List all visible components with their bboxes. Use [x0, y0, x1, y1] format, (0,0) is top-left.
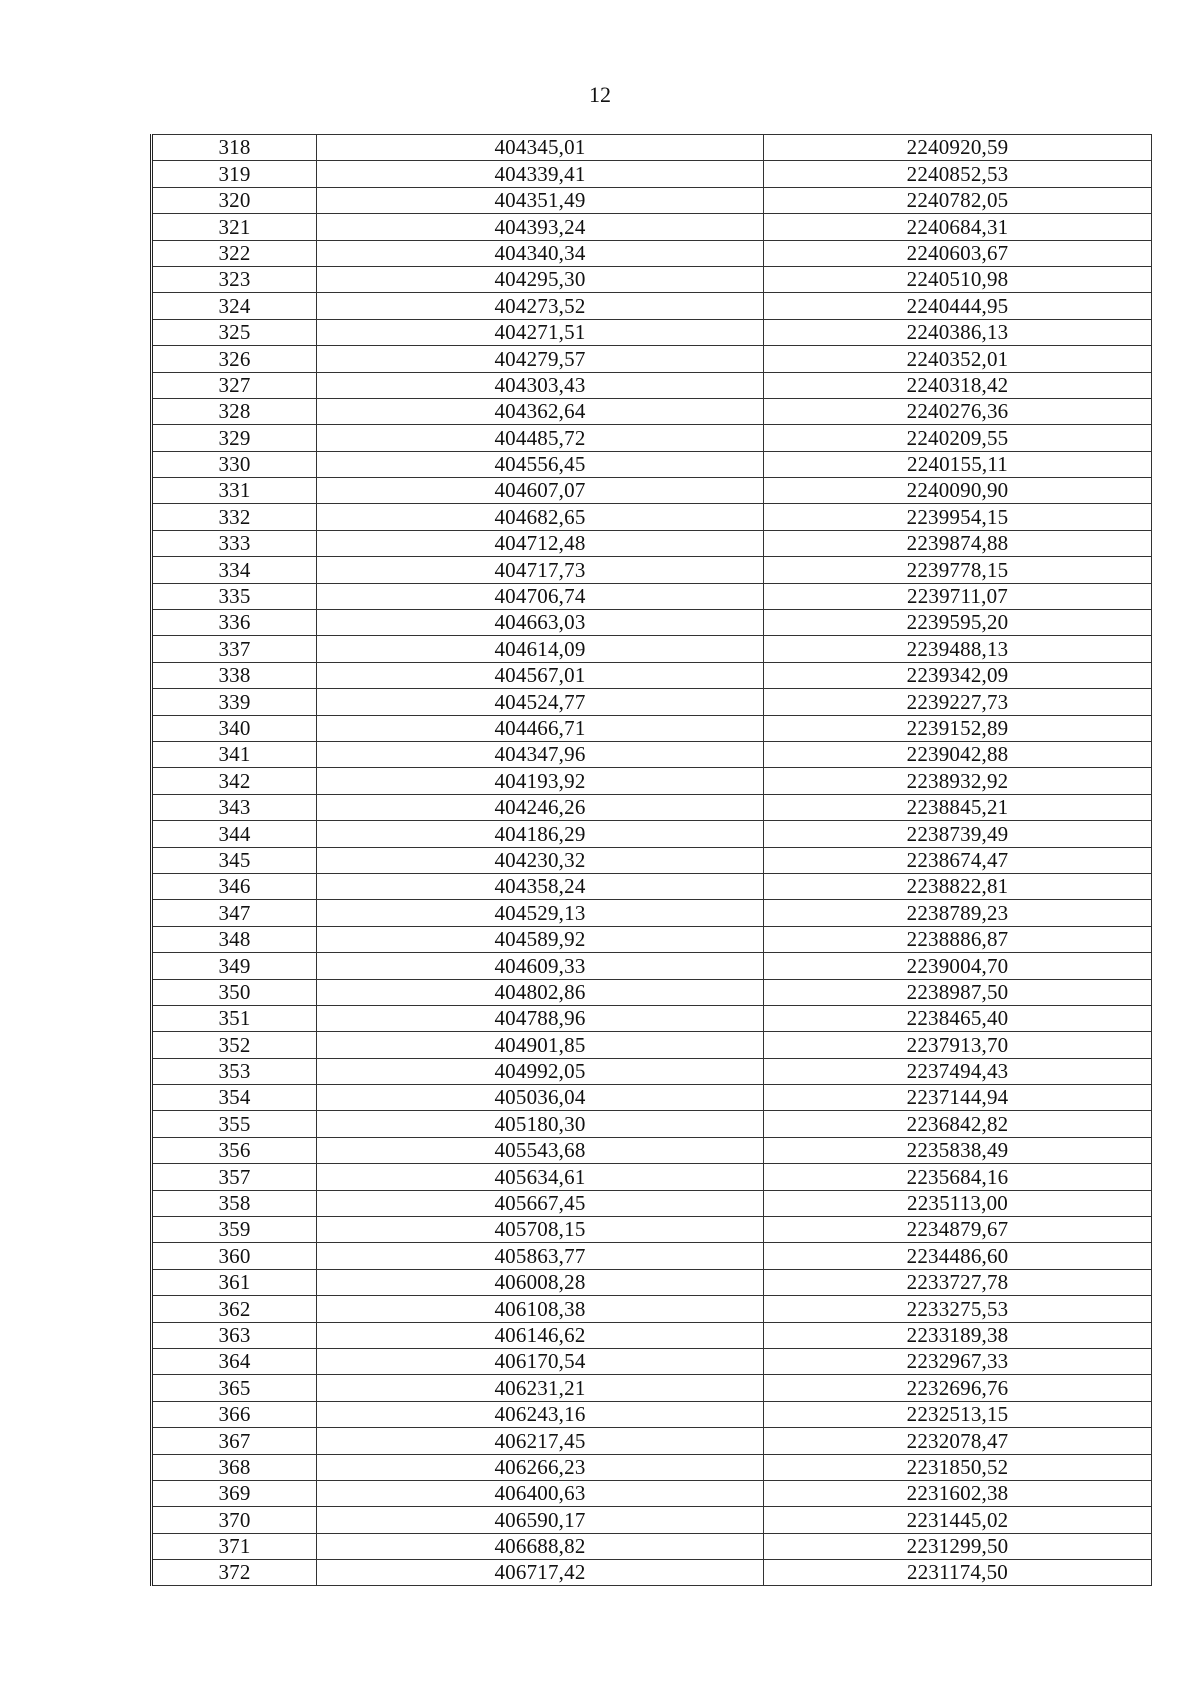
y-coordinate-cell: 2238822,81 — [764, 873, 1152, 899]
table-row — [152, 1401, 1152, 1427]
y-coordinate-cell: 2239227,73 — [764, 689, 1152, 715]
x-coordinate-cell: 404303,43 — [317, 372, 764, 398]
x-coordinate-cell: 404706,74 — [317, 583, 764, 609]
point-number-cell: 355 — [152, 1111, 317, 1137]
x-coordinate-cell: 404186,29 — [317, 821, 764, 847]
y-coordinate-cell: 2239042,88 — [764, 741, 1152, 767]
table-row — [152, 1322, 1152, 1348]
table-row — [152, 135, 1152, 161]
point-number-cell: 336 — [152, 610, 317, 636]
x-coordinate-cell: 404717,73 — [317, 557, 764, 583]
point-number-cell: 351 — [152, 1005, 317, 1031]
point-number-cell: 339 — [152, 689, 317, 715]
table-row — [152, 768, 1152, 794]
x-coordinate-cell: 404556,45 — [317, 451, 764, 477]
point-number-cell: 328 — [152, 398, 317, 424]
x-coordinate-cell: 406266,23 — [317, 1454, 764, 1480]
table-row — [152, 240, 1152, 266]
point-number-cell: 356 — [152, 1137, 317, 1163]
table-row — [152, 1190, 1152, 1216]
x-coordinate-cell: 406590,17 — [317, 1507, 764, 1533]
x-coordinate-cell: 404279,57 — [317, 346, 764, 372]
y-coordinate-cell: 2231299,50 — [764, 1533, 1152, 1559]
y-coordinate-cell: 2240603,67 — [764, 240, 1152, 266]
y-coordinate-cell: 2237144,94 — [764, 1085, 1152, 1111]
x-coordinate-cell: 404663,03 — [317, 610, 764, 636]
x-coordinate-cell: 404340,34 — [317, 240, 764, 266]
x-coordinate-cell: 405667,45 — [317, 1190, 764, 1216]
table-row — [152, 1005, 1152, 1031]
point-number-cell: 357 — [152, 1164, 317, 1190]
y-coordinate-cell: 2240318,42 — [764, 372, 1152, 398]
point-number-cell: 348 — [152, 926, 317, 952]
x-coordinate-cell: 404682,65 — [317, 504, 764, 530]
table-row — [152, 715, 1152, 741]
y-coordinate-cell: 2238932,92 — [764, 768, 1152, 794]
y-coordinate-cell: 2238739,49 — [764, 821, 1152, 847]
y-coordinate-cell: 2231602,38 — [764, 1480, 1152, 1506]
point-number-cell: 319 — [152, 161, 317, 187]
x-coordinate-cell: 405634,61 — [317, 1164, 764, 1190]
x-coordinate-cell: 404230,32 — [317, 847, 764, 873]
point-number-cell: 365 — [152, 1375, 317, 1401]
point-number-cell: 337 — [152, 636, 317, 662]
point-number-cell: 330 — [152, 451, 317, 477]
table-row — [152, 689, 1152, 715]
x-coordinate-cell: 404466,71 — [317, 715, 764, 741]
table-row — [152, 478, 1152, 504]
point-number-cell: 363 — [152, 1322, 317, 1348]
point-number-cell: 344 — [152, 821, 317, 847]
table-row — [152, 636, 1152, 662]
table-row — [152, 1375, 1152, 1401]
x-coordinate-cell: 405036,04 — [317, 1085, 764, 1111]
x-coordinate-cell: 404295,30 — [317, 266, 764, 292]
y-coordinate-cell: 2240852,53 — [764, 161, 1152, 187]
x-coordinate-cell: 404362,64 — [317, 398, 764, 424]
point-number-cell: 326 — [152, 346, 317, 372]
table-row — [152, 794, 1152, 820]
x-coordinate-cell: 404529,13 — [317, 900, 764, 926]
y-coordinate-cell: 2231174,50 — [764, 1560, 1152, 1586]
coordinates-table-body — [152, 135, 1152, 1586]
y-coordinate-cell: 2231850,52 — [764, 1454, 1152, 1480]
table-row — [152, 873, 1152, 899]
x-coordinate-cell: 404712,48 — [317, 530, 764, 556]
table-row — [152, 583, 1152, 609]
x-coordinate-cell: 404485,72 — [317, 425, 764, 451]
y-coordinate-cell: 2233275,53 — [764, 1296, 1152, 1322]
x-coordinate-cell: 404246,26 — [317, 794, 764, 820]
y-coordinate-cell: 2240386,13 — [764, 319, 1152, 345]
y-coordinate-cell: 2240352,01 — [764, 346, 1152, 372]
x-coordinate-cell: 405708,15 — [317, 1217, 764, 1243]
y-coordinate-cell: 2237494,43 — [764, 1058, 1152, 1084]
x-coordinate-cell: 404347,96 — [317, 741, 764, 767]
x-coordinate-cell: 404345,01 — [317, 135, 764, 161]
y-coordinate-cell: 2239488,13 — [764, 636, 1152, 662]
table-row — [152, 1507, 1152, 1533]
y-coordinate-cell: 2239711,07 — [764, 583, 1152, 609]
table-row — [152, 1032, 1152, 1058]
point-number-cell: 350 — [152, 979, 317, 1005]
x-coordinate-cell: 404589,92 — [317, 926, 764, 952]
x-coordinate-cell: 406170,54 — [317, 1348, 764, 1374]
table-row — [152, 926, 1152, 952]
y-coordinate-cell: 2239342,09 — [764, 662, 1152, 688]
y-coordinate-cell: 2238674,47 — [764, 847, 1152, 873]
x-coordinate-cell: 404802,86 — [317, 979, 764, 1005]
x-coordinate-cell: 404901,85 — [317, 1032, 764, 1058]
y-coordinate-cell: 2240684,31 — [764, 214, 1152, 240]
table-row — [152, 1269, 1152, 1295]
y-coordinate-cell: 2240444,95 — [764, 293, 1152, 319]
table-row — [152, 293, 1152, 319]
y-coordinate-cell: 2235113,00 — [764, 1190, 1152, 1216]
coordinates-table — [150, 134, 1152, 1586]
table-row — [152, 662, 1152, 688]
table-row — [152, 398, 1152, 424]
y-coordinate-cell: 2240155,11 — [764, 451, 1152, 477]
y-coordinate-cell: 2239874,88 — [764, 530, 1152, 556]
point-number-cell: 324 — [152, 293, 317, 319]
y-coordinate-cell: 2240510,98 — [764, 266, 1152, 292]
y-coordinate-cell: 2238886,87 — [764, 926, 1152, 952]
page-number: 12 — [589, 82, 611, 107]
x-coordinate-cell: 406231,21 — [317, 1375, 764, 1401]
table-row — [152, 504, 1152, 530]
x-coordinate-cell: 404339,41 — [317, 161, 764, 187]
x-coordinate-cell: 406146,62 — [317, 1322, 764, 1348]
table-row — [152, 979, 1152, 1005]
point-number-cell: 329 — [152, 425, 317, 451]
x-coordinate-cell: 406688,82 — [317, 1533, 764, 1559]
table-row — [152, 187, 1152, 213]
y-coordinate-cell: 2239595,20 — [764, 610, 1152, 636]
table-row — [152, 346, 1152, 372]
point-number-cell: 342 — [152, 768, 317, 794]
table-row — [152, 1137, 1152, 1163]
x-coordinate-cell: 404607,07 — [317, 478, 764, 504]
table-row — [152, 451, 1152, 477]
y-coordinate-cell: 2232967,33 — [764, 1348, 1152, 1374]
y-coordinate-cell: 2237913,70 — [764, 1032, 1152, 1058]
x-coordinate-cell: 404393,24 — [317, 214, 764, 240]
y-coordinate-cell: 2240276,36 — [764, 398, 1152, 424]
table-row — [152, 953, 1152, 979]
y-coordinate-cell: 2232696,76 — [764, 1375, 1152, 1401]
point-number-cell: 345 — [152, 847, 317, 873]
point-number-cell: 358 — [152, 1190, 317, 1216]
table-row — [152, 1085, 1152, 1111]
point-number-cell: 320 — [152, 187, 317, 213]
table-row — [152, 900, 1152, 926]
point-number-cell: 366 — [152, 1401, 317, 1427]
point-number-cell: 359 — [152, 1217, 317, 1243]
point-number-cell: 353 — [152, 1058, 317, 1084]
y-coordinate-cell: 2231445,02 — [764, 1507, 1152, 1533]
table-row — [152, 425, 1152, 451]
y-coordinate-cell: 2240209,55 — [764, 425, 1152, 451]
x-coordinate-cell: 406243,16 — [317, 1401, 764, 1427]
y-coordinate-cell: 2232513,15 — [764, 1401, 1152, 1427]
point-number-cell: 346 — [152, 873, 317, 899]
x-coordinate-cell: 404788,96 — [317, 1005, 764, 1031]
y-coordinate-cell: 2238789,23 — [764, 900, 1152, 926]
table-row — [152, 741, 1152, 767]
point-number-cell: 367 — [152, 1428, 317, 1454]
table-row — [152, 1480, 1152, 1506]
table-row — [152, 847, 1152, 873]
table-row — [152, 1164, 1152, 1190]
point-number-cell: 370 — [152, 1507, 317, 1533]
point-number-cell: 332 — [152, 504, 317, 530]
y-coordinate-cell: 2235684,16 — [764, 1164, 1152, 1190]
table-row — [152, 1217, 1152, 1243]
point-number-cell: 331 — [152, 478, 317, 504]
table-row — [152, 1454, 1152, 1480]
table-row — [152, 372, 1152, 398]
table-row — [152, 266, 1152, 292]
table-row — [152, 1560, 1152, 1586]
point-number-cell: 368 — [152, 1454, 317, 1480]
y-coordinate-cell: 2235838,49 — [764, 1137, 1152, 1163]
point-number-cell: 364 — [152, 1348, 317, 1374]
y-coordinate-cell: 2240782,05 — [764, 187, 1152, 213]
point-number-cell: 361 — [152, 1269, 317, 1295]
table-row — [152, 1533, 1152, 1559]
x-coordinate-cell: 406400,63 — [317, 1480, 764, 1506]
point-number-cell: 341 — [152, 741, 317, 767]
point-number-cell: 322 — [152, 240, 317, 266]
point-number-cell: 352 — [152, 1032, 317, 1058]
point-number-cell: 321 — [152, 214, 317, 240]
point-number-cell: 354 — [152, 1085, 317, 1111]
point-number-cell: 340 — [152, 715, 317, 741]
point-number-cell: 347 — [152, 900, 317, 926]
y-coordinate-cell: 2238987,50 — [764, 979, 1152, 1005]
point-number-cell: 333 — [152, 530, 317, 556]
x-coordinate-cell: 404992,05 — [317, 1058, 764, 1084]
point-number-cell: 318 — [152, 135, 317, 161]
x-coordinate-cell: 404193,92 — [317, 768, 764, 794]
x-coordinate-cell: 406108,38 — [317, 1296, 764, 1322]
y-coordinate-cell: 2238845,21 — [764, 794, 1152, 820]
y-coordinate-cell: 2239152,89 — [764, 715, 1152, 741]
y-coordinate-cell: 2233727,78 — [764, 1269, 1152, 1295]
x-coordinate-cell: 406717,42 — [317, 1560, 764, 1586]
table-row — [152, 1296, 1152, 1322]
y-coordinate-cell: 2239004,70 — [764, 953, 1152, 979]
table-row — [152, 214, 1152, 240]
x-coordinate-cell: 404614,09 — [317, 636, 764, 662]
x-coordinate-cell: 406008,28 — [317, 1269, 764, 1295]
point-number-cell: 371 — [152, 1533, 317, 1559]
point-number-cell: 362 — [152, 1296, 317, 1322]
table-row — [152, 821, 1152, 847]
point-number-cell: 343 — [152, 794, 317, 820]
x-coordinate-cell: 404524,77 — [317, 689, 764, 715]
table-row — [152, 1243, 1152, 1269]
point-number-cell: 360 — [152, 1243, 317, 1269]
table-row — [152, 319, 1152, 345]
y-coordinate-cell: 2240920,59 — [764, 135, 1152, 161]
y-coordinate-cell: 2233189,38 — [764, 1322, 1152, 1348]
y-coordinate-cell: 2234879,67 — [764, 1217, 1152, 1243]
point-number-cell: 338 — [152, 662, 317, 688]
table-row — [152, 557, 1152, 583]
y-coordinate-cell: 2240090,90 — [764, 478, 1152, 504]
y-coordinate-cell: 2238465,40 — [764, 1005, 1152, 1031]
x-coordinate-cell: 404567,01 — [317, 662, 764, 688]
x-coordinate-cell: 404351,49 — [317, 187, 764, 213]
y-coordinate-cell: 2234486,60 — [764, 1243, 1152, 1269]
x-coordinate-cell: 405543,68 — [317, 1137, 764, 1163]
x-coordinate-cell: 404609,33 — [317, 953, 764, 979]
point-number-cell: 327 — [152, 372, 317, 398]
y-coordinate-cell: 2236842,82 — [764, 1111, 1152, 1137]
table-row — [152, 1348, 1152, 1374]
point-number-cell: 334 — [152, 557, 317, 583]
table-row — [152, 1428, 1152, 1454]
point-number-cell: 372 — [152, 1560, 317, 1586]
x-coordinate-cell: 405863,77 — [317, 1243, 764, 1269]
table-row — [152, 1058, 1152, 1084]
point-number-cell: 335 — [152, 583, 317, 609]
point-number-cell: 325 — [152, 319, 317, 345]
x-coordinate-cell: 406217,45 — [317, 1428, 764, 1454]
table-row — [152, 161, 1152, 187]
y-coordinate-cell: 2239954,15 — [764, 504, 1152, 530]
table-row — [152, 1111, 1152, 1137]
x-coordinate-cell: 404273,52 — [317, 293, 764, 319]
y-coordinate-cell: 2239778,15 — [764, 557, 1152, 583]
point-number-cell: 323 — [152, 266, 317, 292]
x-coordinate-cell: 404358,24 — [317, 873, 764, 899]
point-number-cell: 369 — [152, 1480, 317, 1506]
y-coordinate-cell: 2232078,47 — [764, 1428, 1152, 1454]
x-coordinate-cell: 404271,51 — [317, 319, 764, 345]
point-number-cell: 349 — [152, 953, 317, 979]
x-coordinate-cell: 405180,30 — [317, 1111, 764, 1137]
table-row — [152, 610, 1152, 636]
table-row — [152, 530, 1152, 556]
